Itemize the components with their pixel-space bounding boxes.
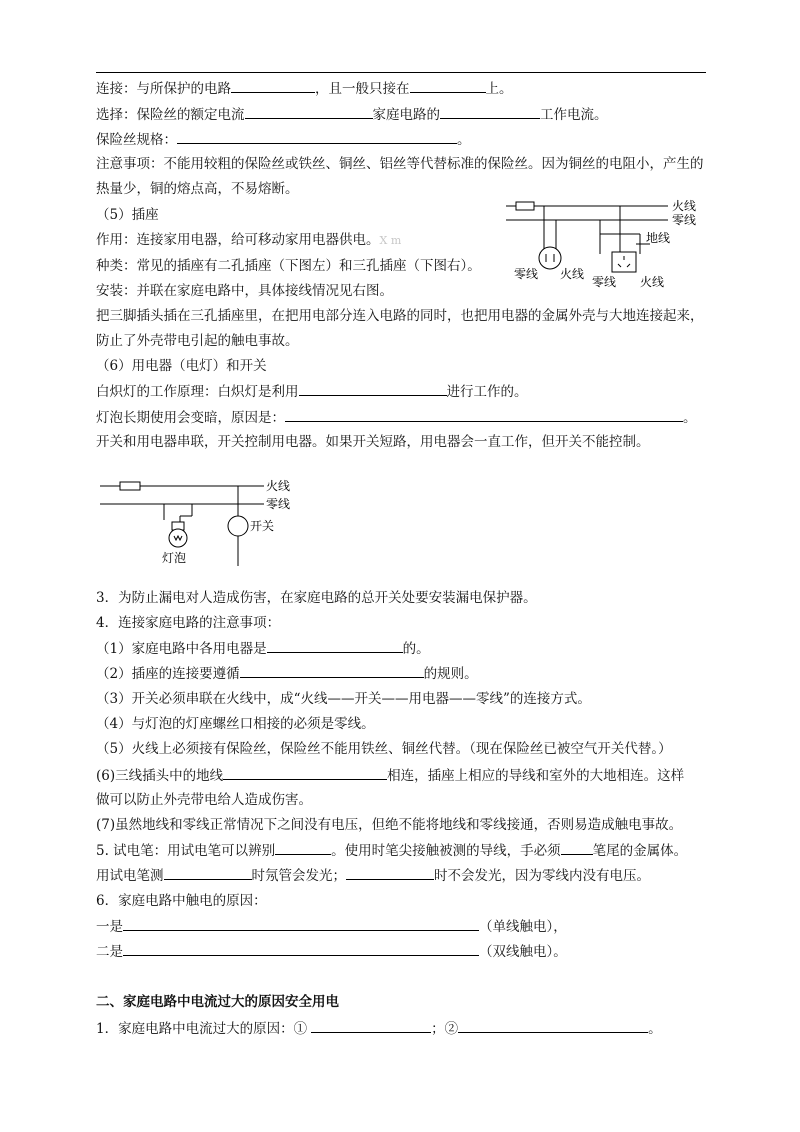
ground-label: 地线 xyxy=(646,231,671,245)
item-1-line: （1）家庭电路中各用电器是 的。 xyxy=(96,638,430,659)
two-hole-live-label: 火线 xyxy=(560,267,585,281)
test-pen-line-2: 用试电笔测 时氖管会发光； 时不会发光，因为零线内没有电压。 xyxy=(96,865,650,886)
fuse-connection-line: 连接：与所保护的电路 ，且一般只接在 上。 xyxy=(96,78,513,99)
answer-blank[interactable] xyxy=(267,638,403,653)
answer-blank[interactable] xyxy=(410,78,486,93)
answer-blank[interactable] xyxy=(299,381,447,396)
text-line: 6．家庭电路中触电的原因： xyxy=(96,893,267,909)
lamp-label: 灯泡 xyxy=(162,551,187,565)
text-line: 安装：并联在家庭电路中，具体接线情况见右图。 xyxy=(96,283,393,299)
text-line: 3．为防止漏电对人造成伤害，在家庭电路的总开关处要安装漏电保护器。 xyxy=(96,590,537,606)
three-hole-live-label: 火线 xyxy=(640,275,665,289)
answer-blank[interactable] xyxy=(223,765,387,780)
lamp-switch-diagram xyxy=(96,476,316,572)
switch-label: 开关 xyxy=(250,519,275,533)
text-line: 4．连接家庭电路的注意事项： xyxy=(96,615,281,631)
answer-blank[interactable] xyxy=(458,1018,648,1033)
answer-blank[interactable] xyxy=(245,104,373,119)
text-line: （4）与灯泡的灯座螺丝口相接的必须是零线。 xyxy=(96,716,375,732)
section-heading: （6）用电器（电灯）和开关 xyxy=(96,358,267,374)
socket-wiring-diagram xyxy=(500,196,710,294)
item-6-line: (6)三线插头中的地线 相连，插座上相应的导线和室外的大地相连。这样 xyxy=(96,765,684,786)
answer-blank[interactable] xyxy=(123,941,479,956)
answer-blank[interactable] xyxy=(164,865,252,880)
shock-cause-2-line: 二是 （双线触电）。 xyxy=(96,941,567,962)
text-line: 作用：连接家用电器，给可移动家用电器供电。X m xyxy=(96,232,402,248)
two-hole-neutral-label: 零线 xyxy=(514,267,539,281)
text-line: 开关和用电器串联，开关控制用电器。如果开关短路，用电器会一直工作，但开关不能控制。 xyxy=(96,434,650,450)
three-hole-neutral-label: 零线 xyxy=(592,275,617,289)
neutral-label: 零线 xyxy=(266,497,291,511)
section-heading: （5）插座 xyxy=(96,207,159,223)
item-2-line: （2）插座的连接要遵循 的规则。 xyxy=(96,663,478,684)
text-line: 做可以防止外壳带电给人造成伤害。 xyxy=(96,792,312,808)
answer-blank[interactable] xyxy=(275,840,331,855)
answer-blank[interactable] xyxy=(285,407,683,422)
fuse-selection-line: 选择：保险丝的额定电流 家庭电路的 工作电流。 xyxy=(96,104,608,125)
text-line: （5）火线上必须接有保险丝，保险丝不能用铁丝、铜丝代替。（现在保险丝已被空气开关代替。） xyxy=(96,741,672,757)
header-rule xyxy=(96,72,706,73)
test-pen-line: 5. 试电笔：用试电笔可以辨别 。使用时笔尖接触被测的导线，手必须 笔尾的金属体。 xyxy=(96,840,687,861)
text-line: 热量少，铜的熔点高，不易熔断。 xyxy=(96,181,299,197)
overcurrent-cause-line: 1．家庭电路中电流过大的原因：① ；② 。 xyxy=(96,1018,662,1039)
answer-blank[interactable] xyxy=(240,663,424,678)
lamp-dim-line: 灯泡长期使用会变暗，原因是： 。 xyxy=(96,407,697,428)
answer-blank[interactable] xyxy=(311,1018,431,1033)
text-line: (7)虽然地线和零线正常情况下之间没有电压，但绝不能将地线和零线接通，否则易造成触电事故。 xyxy=(96,817,683,833)
neutral-label: 零线 xyxy=(672,213,697,227)
text-line: 种类：常见的插座有二孔插座（下图左）和三孔插座（下图右）。 xyxy=(96,258,481,274)
answer-blank[interactable] xyxy=(346,865,434,880)
live-label: 火线 xyxy=(672,199,697,213)
answer-blank[interactable] xyxy=(177,129,457,144)
text-line: 注意事项：不能用较粗的保险丝或铁丝、铜丝、铝丝等代替标准的保险丝。因为铜丝的电阻小，产生的 xyxy=(96,156,704,172)
text-line: （3）开关必须串联在火线中，成“火线——开关——用电器——零线”的连接方式。 xyxy=(96,691,591,707)
section-2-heading: 二、家庭电路中电流过大的原因安全用电 xyxy=(96,994,339,1010)
answer-blank[interactable] xyxy=(123,916,479,931)
answer-blank[interactable] xyxy=(231,78,315,93)
lamp-principle-line: 白炽灯的工作原理：白炽灯是利用 进行工作的。 xyxy=(96,381,528,402)
answer-blank[interactable] xyxy=(561,840,593,855)
text-line: 防止了外壳带电引起的触电事故。 xyxy=(96,333,299,349)
watermark: X m xyxy=(379,234,402,247)
fuse-spec-line: 保险丝规格： 。 xyxy=(96,129,471,150)
shock-cause-1-line: 一是 （单线触电）， xyxy=(96,916,567,937)
answer-blank[interactable] xyxy=(440,104,540,119)
live-label: 火线 xyxy=(266,479,291,493)
text-line: 把三脚插头插在三孔插座里，在把用电部分连入电路的同时，也把用电器的金属外壳与大地连接起来， xyxy=(96,308,704,324)
